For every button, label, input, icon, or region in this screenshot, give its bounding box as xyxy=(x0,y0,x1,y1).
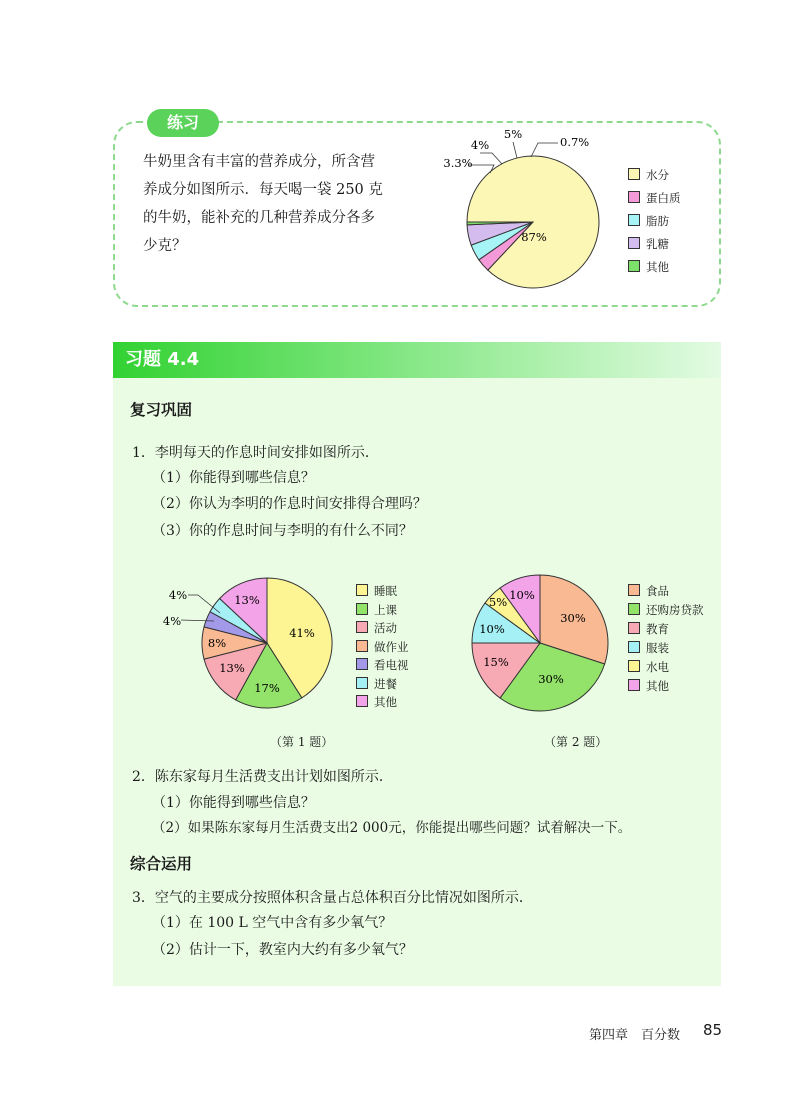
legend-label: 服装 xyxy=(646,641,669,655)
legend-swatch xyxy=(356,677,368,689)
legend-swatch xyxy=(628,641,640,653)
review-heading: 复习巩固 xyxy=(130,401,193,419)
legend-swatch xyxy=(628,660,640,672)
pie-label-看电视: 4% xyxy=(162,614,182,628)
legend-label: 水分 xyxy=(646,168,669,182)
legend-item-服装 xyxy=(628,641,669,655)
question-2-part: （1）你能得到哪些信息？ xyxy=(152,795,315,811)
legend-label: 食品 xyxy=(646,584,669,598)
legend-swatch xyxy=(628,168,640,180)
legend-item-乳糖 xyxy=(628,237,669,251)
legend-item-其他 xyxy=(356,695,397,709)
legend-swatch xyxy=(628,191,640,203)
exercise-title: 习题 4.4 xyxy=(125,349,200,370)
legend-swatch xyxy=(628,260,640,272)
legend-label: 做作业 xyxy=(374,639,409,654)
figure-caption-1: （第 1 题） xyxy=(270,735,334,749)
pie-label-乳糖: 5% xyxy=(503,127,523,141)
schedule-pie-chart xyxy=(150,568,345,718)
practice-line: 的牛奶，能补充的几种营养成分各多 xyxy=(143,210,375,226)
legend-item-睡眠 xyxy=(356,584,397,598)
legend-item-水分 xyxy=(628,168,669,182)
question-1-part: （3）你的作息时间与李明的有什么不同？ xyxy=(152,523,413,539)
practice-line: 少克？ xyxy=(143,238,187,254)
practice-line: 牛奶里含有丰富的营养成分，所含营 xyxy=(143,154,375,170)
legend-swatch xyxy=(356,640,368,652)
question-1-stem: 1．李明每天的作息时间安排如图所示． xyxy=(132,445,379,461)
page-number: 85 xyxy=(703,1021,723,1039)
legend-item-其他 xyxy=(628,679,669,693)
legend-item-脂肪 xyxy=(628,214,669,228)
pie-label-蛋白质: 3.3% xyxy=(443,156,473,170)
pie-label-其他: 13% xyxy=(234,593,260,607)
milk-legend xyxy=(628,168,718,288)
legend-label: 乳糖 xyxy=(646,237,669,251)
question-2-part: （2）如果陈东家每月生活费支出2 000元，你能提出哪些问题？试着解决一下。 xyxy=(152,820,632,836)
legend-label: 其他 xyxy=(646,260,669,274)
practice-problem xyxy=(143,148,428,260)
legend-item-其他 xyxy=(628,260,669,274)
legend-swatch xyxy=(356,584,368,596)
pie-label-水分: 87% xyxy=(521,230,547,244)
question-1-part: （1）你能得到哪些信息？ xyxy=(152,470,315,486)
question-3-part: （2）估计一下，教室内大约有多少氧气？ xyxy=(152,942,413,958)
pie-label-做作业: 8% xyxy=(207,636,227,650)
legend-label: 脂肪 xyxy=(646,214,669,228)
legend-item-教育 xyxy=(628,622,669,636)
pie-label-睡眠: 41% xyxy=(289,626,315,640)
pie-label-服装: 10% xyxy=(479,622,505,636)
legend-label: 还购房贷款 xyxy=(646,603,704,617)
question-3-part: （1）在 100 L 空气中含有多少氧气？ xyxy=(152,915,393,931)
legend-item-做作业 xyxy=(356,640,409,654)
pie-label-教育: 15% xyxy=(483,655,509,669)
legend-item-食品 xyxy=(628,584,669,598)
legend-item-还购房贷款 xyxy=(628,603,704,617)
practice-tag: 练习 xyxy=(147,109,219,137)
legend-swatch xyxy=(356,658,368,670)
legend-item-活动 xyxy=(356,621,397,635)
question-1-part: （2）你认为李明的作息时间安排得合理吗？ xyxy=(152,496,427,512)
pie-label-脂肪: 4% xyxy=(470,138,490,152)
legend-label: 水电 xyxy=(646,660,669,674)
legend-item-水电 xyxy=(628,660,669,674)
leader-line xyxy=(480,153,502,164)
legend-label: 睡眠 xyxy=(374,584,397,598)
legend-item-进餐 xyxy=(356,677,397,691)
pie-label-活动: 13% xyxy=(219,661,245,675)
pie-label-还购房贷款: 30% xyxy=(538,672,564,686)
legend-swatch xyxy=(356,695,368,707)
legend-item-上课 xyxy=(356,603,397,617)
pie-label-上课: 17% xyxy=(254,681,280,695)
practice-line: 养成分如图所示．每天喝一袋 250 克 xyxy=(143,182,383,198)
leader-line xyxy=(513,142,517,158)
expense-legend xyxy=(628,584,718,699)
expense-pie-chart xyxy=(465,568,615,718)
legend-label: 蛋白质 xyxy=(646,191,681,205)
legend-label: 其他 xyxy=(374,695,397,709)
legend-label: 活动 xyxy=(374,621,397,635)
legend-swatch xyxy=(628,679,640,691)
legend-swatch xyxy=(628,237,640,249)
legend-label: 进餐 xyxy=(374,676,397,691)
legend-swatch xyxy=(628,603,640,615)
legend-swatch xyxy=(628,584,640,596)
schedule-legend xyxy=(356,584,456,714)
pie-label-其他: 0.7% xyxy=(560,135,590,149)
legend-label: 看电视 xyxy=(374,658,409,672)
pie-label-进餐: 4% xyxy=(168,588,188,602)
pie-label-水电: 5% xyxy=(488,595,508,609)
leader-line xyxy=(531,143,558,157)
pie-label-其他: 10% xyxy=(509,588,535,602)
chapter-label: 第四章 百分数 xyxy=(589,1028,681,1043)
legend-swatch xyxy=(628,622,640,634)
milk-nutrition-pie-chart xyxy=(420,125,600,295)
applied-heading: 综合运用 xyxy=(130,855,193,873)
legend-label: 其他 xyxy=(646,679,669,693)
question-3-stem: 3．空气的主要成分按照体积含量占总体积百分比情况如图所示． xyxy=(132,890,533,906)
legend-swatch xyxy=(356,621,368,633)
legend-label: 上课 xyxy=(374,602,397,617)
legend-swatch xyxy=(628,214,640,226)
legend-swatch xyxy=(356,603,368,615)
pie-label-食品: 30% xyxy=(560,611,586,625)
question-2-stem: 2．陈东家每月生活费支出计划如图所示． xyxy=(132,769,393,785)
exercise-header-bar xyxy=(113,342,721,378)
legend-item-蛋白质 xyxy=(628,191,681,205)
legend-item-看电视 xyxy=(356,658,409,672)
figure-caption-2: （第 2 题） xyxy=(544,735,608,749)
legend-label: 教育 xyxy=(646,622,669,636)
